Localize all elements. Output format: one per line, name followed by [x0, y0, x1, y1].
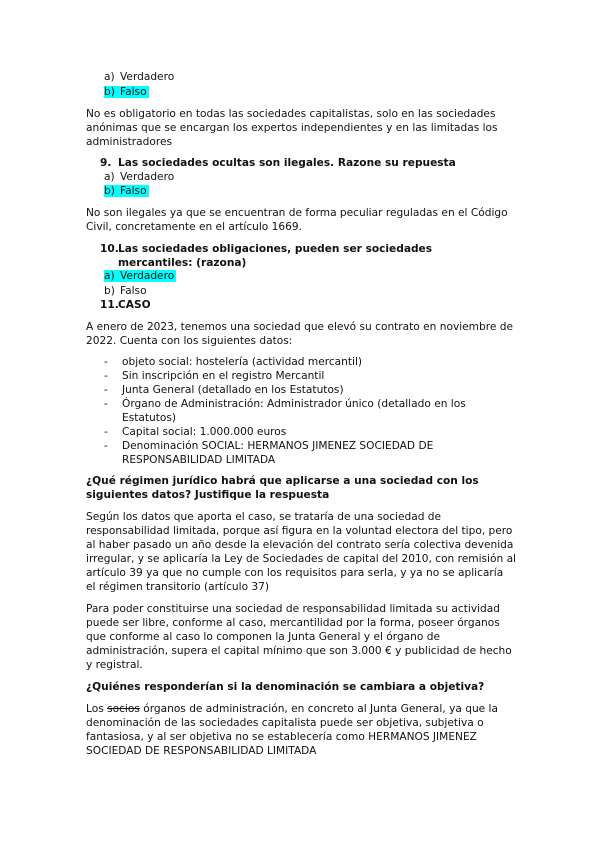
answer-text: Los [86, 703, 104, 715]
case-intro: A enero de 2023, tenemos una sociedad que elevó su contrato en noviembre de 2022. Cuenta con los siguientes datos: [86, 321, 513, 347]
dash-bullet: - [104, 384, 108, 396]
case-question-1: ¿Qué régimen jurídico habrá que aplicarse a una sociedad con los siguientes datos? Justifique la respuesta [86, 475, 479, 501]
option-b [104, 284, 147, 298]
option-text: Falso [120, 185, 147, 197]
option-text: Falso [120, 285, 147, 297]
case-answer-2 [86, 702, 516, 758]
option-letter: a) [104, 171, 115, 183]
option-letter: b) [104, 86, 115, 98]
case-answer-1-paragraph-1: Según los datos que aporta el caso, se trataría de una sociedad de responsabilidad limitada, porque así figura en la voluntad electora del tipo, pero al haber pasado un año desde la elevación del contrato sería colectiva devenida irregular, y se aplicaría la Ley de Sociedades de capital del 2010, con remisión al artículo 39 ya que no cumple con los requisitos para serla, y ya no se aplicaría el régimen transitorio (artículo 37) [86, 511, 517, 593]
struck-word: socios [107, 703, 140, 715]
dash-bullet: - [104, 426, 108, 438]
option-a-highlighted [104, 269, 176, 283]
option-text: Verdadero [120, 71, 175, 83]
option-letter: b) [104, 285, 115, 297]
dash-bullet: - [104, 440, 108, 452]
case-question-2: ¿Quiénes responderían si la denominación se cambiara a objetiva? [86, 681, 485, 693]
option-a [104, 70, 174, 84]
question-text: CASO [118, 299, 151, 311]
question-10-line2: mercantiles: (razona) [118, 257, 247, 269]
explanation-paragraph: No son ilegales ya que se encuentran de forma peculiar reguladas en el Código Civil, concretamente en el artículo 1669. [86, 207, 508, 233]
list-item-text: Junta General (detallado en los Estatutos) [122, 384, 344, 396]
question-number: 11. [100, 299, 119, 311]
question-9 [100, 156, 456, 170]
answer-text: órganos de administración, en concreto al Junta General, ya que la denominación de las sociedades capitalista puede ser objetiva, subjetiva o fantasiosa, y al ser objetiva no se establecería como HERMANOS JIMENEZ SOCIEDAD DE RESPONSABILIDAD LIMITADA [86, 703, 498, 757]
question-number: 10. [100, 243, 119, 255]
option-a [104, 170, 174, 184]
dash-bullet: - [104, 398, 108, 410]
option-letter: a) [104, 71, 115, 83]
dash-bullet: - [104, 356, 108, 368]
option-letter: a) [104, 270, 115, 282]
list-item-text: Capital social: 1.000.000 euros [122, 426, 287, 438]
list-item-text: Sin inscripción en el registro Mercantil [122, 370, 325, 382]
list-item-text: Denominación SOCIAL: HERMANOS JIMENEZ SOCIEDAD DE RESPONSABILIDAD LIMITADA [122, 440, 434, 466]
option-text: Verdadero [120, 270, 175, 282]
list-item-text: Órgano de Administración: Administrador único (detallado en los Estatutos) [122, 398, 466, 424]
option-text: Falso [120, 86, 147, 98]
option-letter: b) [104, 185, 115, 197]
question-text: Las sociedades ocultas son ilegales. Razone su repuesta [118, 157, 456, 169]
question-11 [100, 298, 151, 312]
dash-bullet: - [104, 370, 108, 382]
explanation-paragraph: No es obligatorio en todas las sociedades capitalistas, solo en las sociedades anónimas que se encargan los expertos independientes y en las limitadas los administradores [86, 108, 498, 148]
option-b-highlighted [104, 85, 149, 99]
question-text: Las sociedades obligaciones, pueden ser sociedades [118, 243, 433, 255]
list-item-text: objeto social: hostelería (actividad mercantil) [122, 356, 363, 368]
question-10 [100, 242, 432, 256]
case-answer-1-paragraph-2: Para poder constituirse una sociedad de responsabilidad limitada su actividad puede ser libre, conforme al caso, mercantilidad por la forma, poseer órganos que conforme al caso lo componen la Junta General y el órgano de administración, supera el capital mínimo que son 3.000 € y publicidad de hecho y registral. [86, 603, 512, 671]
option-b-highlighted [104, 184, 149, 198]
option-text: Verdadero [120, 171, 175, 183]
question-number: 9. [100, 157, 112, 169]
